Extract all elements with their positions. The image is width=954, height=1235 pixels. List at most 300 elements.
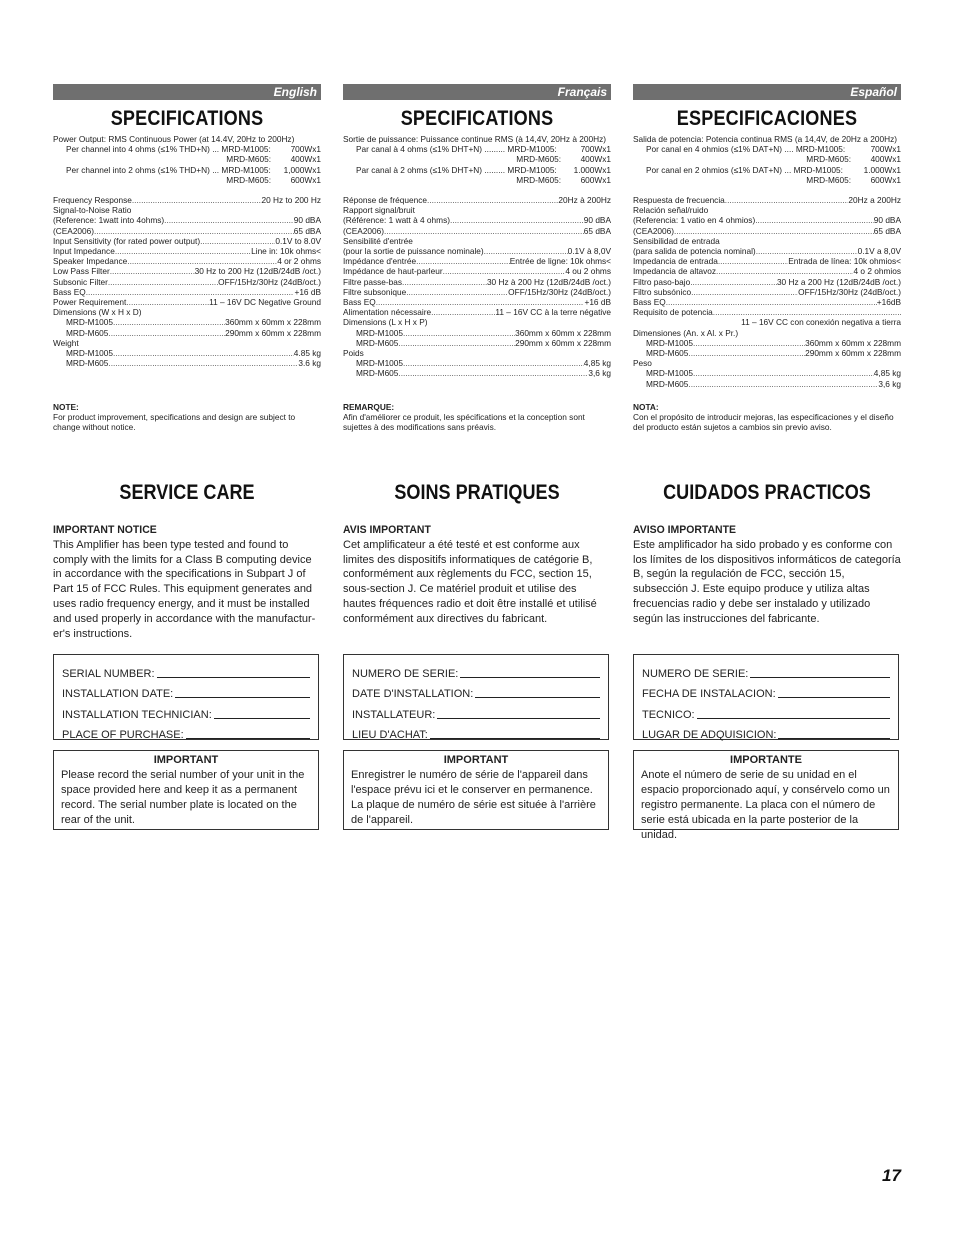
note-text: Con el propósito de introducir mejoras, las especificaciones y el diseño del producto están sujetos a cambios sin previo aviso. — [633, 412, 894, 432]
note-heading: REMARQUE: — [343, 402, 395, 412]
spec-label: (Referencia: 1 vatio en 4 ohmios) — [633, 215, 756, 226]
form-field-label: LIEU D'ACHAT: — [352, 729, 428, 741]
spec-row — [343, 297, 611, 307]
spec-label: Filtro paso-bajo — [633, 276, 691, 287]
spec-value: 600Wx1 — [290, 174, 321, 185]
specifications-title: SPECIFICATIONS — [110, 107, 264, 130]
form-field-label: NUMERO DE SERIE: — [352, 667, 459, 680]
form-field-input-line[interactable] — [750, 677, 890, 678]
spec-value: 65 dBA — [583, 225, 611, 236]
service-care-title: SERVICE CARE — [119, 481, 255, 504]
spec-value: 3,6 kg — [878, 378, 901, 389]
important-box — [633, 750, 899, 841]
important-notice — [343, 523, 611, 627]
form-field — [634, 680, 898, 701]
spec-row — [633, 307, 901, 317]
spec-value: 360mm x 60mm x 228mm — [225, 317, 321, 328]
spec-label: MRD-M605 — [356, 337, 399, 348]
spec-value: 0.1V to 8.0V — [275, 235, 321, 246]
spec-label: Par canal à 2 ohms (≤1% DHT+N) ......... MRD-M1005: — [356, 164, 557, 175]
spec-value: 4 or 2 ohms — [277, 256, 321, 267]
leader-dots — [725, 195, 849, 205]
note-text: For product improvement, specifications and design are subject to change without notice. — [53, 412, 296, 432]
spec-row — [633, 277, 901, 287]
spec-label: MRD-M605: — [226, 154, 271, 165]
leader-dots — [113, 348, 294, 358]
form-field-label: DATE D'INSTALLATION: — [352, 688, 474, 700]
form-field-input-line[interactable] — [214, 718, 310, 719]
leader-dots — [755, 215, 874, 225]
leader-dots — [443, 266, 566, 276]
leader-dots — [693, 338, 805, 348]
spec-row — [633, 287, 901, 297]
spec-row — [343, 338, 611, 348]
spec-value: OFF/15Hz/30Hz (24dB/oct.) — [508, 286, 611, 297]
leader-dots — [416, 256, 510, 266]
form-field — [634, 721, 898, 742]
leader-dots — [674, 226, 874, 236]
leader-dots — [406, 287, 508, 297]
spec-label: Low Pass Filter — [53, 266, 110, 277]
spec-value: 30 Hz a 200 Hz (12dB/24dB /oct.) — [776, 276, 901, 287]
spec-line: Dimensions (W x H x D) — [53, 307, 142, 318]
spec-value: 290mm x 60mm x 228mm — [225, 327, 321, 338]
spec-row — [53, 266, 321, 276]
spec-label: Par canal à 4 ohms (≤1% DHT+N) ......... MRD-M1005: — [356, 144, 557, 155]
spec-value: 3,6 kg — [588, 368, 611, 379]
leader-dots — [398, 368, 588, 378]
spec-line: Dimensiones (An. x Al. x Pr.) — [633, 327, 739, 338]
spec-value: 30 Hz à 200 Hz (12dB/24dB /oct.) — [486, 276, 611, 287]
important-box — [53, 750, 319, 830]
leader-dots — [693, 368, 874, 378]
specifications-title: ESPECIFICACIONES — [676, 107, 858, 130]
spec-label: MRD-M605 — [646, 378, 689, 389]
important-box — [343, 750, 609, 830]
spec-row — [633, 266, 901, 276]
spec-value: 0.1V à 8,0V — [567, 246, 611, 257]
spec-label: Bass EQ — [53, 286, 86, 297]
spec-label: Subsonic Filter — [53, 276, 108, 287]
spec-value: 3.6 kg — [298, 358, 321, 369]
spec-row — [343, 154, 611, 164]
spec-value: 4,85 kg — [873, 368, 901, 379]
form-field-label: FECHA DE INSTALACION: — [642, 688, 776, 700]
spec-label: Speaker Impedance — [53, 256, 128, 267]
spec-label: MRD-M605: — [516, 174, 561, 185]
leader-dots — [688, 348, 805, 358]
spec-value: 400Wx1 — [290, 154, 321, 165]
spec-row — [53, 154, 321, 164]
spec-label: MRD-M1005 — [646, 337, 694, 348]
spec-column-0 — [53, 84, 321, 432]
spec-row — [633, 195, 901, 205]
spec-label: Filtre subsonique — [343, 286, 407, 297]
spec-value: 1,000Wx1 — [283, 164, 321, 175]
leader-dots — [132, 195, 262, 205]
spec-value: 600Wx1 — [870, 174, 901, 185]
form-field — [54, 721, 318, 742]
spec-value: 65 dBA — [293, 225, 321, 236]
spec-row — [343, 215, 611, 225]
form-field-label: INSTALLATION DATE: — [62, 688, 174, 700]
leader-dots — [127, 256, 277, 266]
spec-value: +16dB — [876, 297, 901, 308]
leader-dots — [688, 379, 878, 389]
spec-label: MRD-M605: — [226, 174, 271, 185]
form-field-label: PLACE OF PURCHASE: — [62, 729, 184, 741]
spec-row — [343, 175, 611, 185]
leader-dots — [200, 236, 275, 246]
spec-label: MRD-M605: — [806, 154, 851, 165]
spec-value: 700Wx1 — [870, 144, 901, 155]
spec-label: Power Requirement — [53, 297, 127, 308]
spec-label: (Reference: 1watt into 4ohms) — [53, 215, 165, 226]
gap — [845, 144, 870, 154]
form-field-label: INSTALLATION TECHNICIAN: — [62, 708, 212, 721]
form-field-input-line[interactable] — [437, 718, 600, 719]
spec-line: Sensibilidad de entrada — [633, 235, 720, 246]
spec-label: Por canal en 2 ohmios (≤1% DAT+N) ... MRD-M1005: — [646, 164, 843, 175]
spec-row — [633, 175, 901, 185]
notice-heading: IMPORTANT NOTICE — [53, 524, 157, 536]
leader-dots — [403, 358, 584, 368]
spec-list — [633, 134, 901, 389]
spec-label: Filtre passe-bas — [343, 276, 403, 287]
form-field-label: INSTALLATEUR: — [352, 708, 436, 721]
form-field-input-line[interactable] — [697, 718, 890, 719]
leader-dots — [108, 277, 218, 287]
spec-label: (CEA2006) — [633, 225, 675, 236]
form-field — [54, 680, 318, 701]
spec-value: 90 dBA — [873, 215, 901, 226]
spec-value: Entrée de ligne: 10k ohms< — [509, 256, 611, 267]
important-text: Please record the serial number of your unit in the space provided here and keep it as a permanent record. The serial number plate is located on the rear of the unit. — [61, 769, 305, 826]
registration-form — [343, 654, 609, 740]
spec-row — [633, 165, 901, 175]
registration-form — [53, 654, 319, 740]
form-field-input-line[interactable] — [475, 697, 600, 698]
spec-label: MRD-M605 — [66, 358, 109, 369]
form-field-label: LUGAR DE ADQUISICION: — [642, 729, 777, 741]
important-text: Anote el número de serie de su unidad en el espacio proporcionado aquí, y consérvelo como un registro permanente. La placa con el número de serie está ubicada en la parte posterior de la unidad. — [641, 769, 890, 841]
spec-label: MRD-M605: — [516, 154, 561, 165]
spec-row — [53, 236, 321, 246]
form-field — [54, 659, 318, 680]
spec-column-1 — [343, 84, 611, 432]
spec-value: Line in: 10k ohms< — [251, 246, 321, 257]
spec-row — [633, 338, 901, 348]
form-field-input-line[interactable] — [778, 697, 890, 698]
form-field — [634, 700, 898, 721]
form-field-input-line[interactable] — [157, 677, 310, 678]
spec-row — [343, 358, 611, 368]
note-text: Afin d'améliorer ce produit, les spécifications et la conception sont sujettes à des modifications sans préavis. — [343, 412, 585, 432]
spec-row — [633, 368, 901, 378]
leader-dots — [108, 328, 225, 338]
leader-dots — [126, 297, 209, 307]
note-heading: NOTE: — [53, 402, 79, 412]
page-number: 17 — [882, 1166, 901, 1185]
important-text: Enregistrer le numéro de série de l'appareil dans l'espace prévu ici et le conserver en permanence. La plaque de numéro de série est située à l'arrière de l'appareil. — [351, 769, 596, 826]
spec-value: 360mm x 60mm x 228mm — [515, 327, 611, 338]
spec-row — [633, 144, 901, 154]
spec-label: Requisito de potencia — [633, 307, 713, 318]
spec-label: (pour la sortie de puissance nominale) — [343, 246, 484, 257]
language-tag: English — [53, 84, 321, 100]
spec-line: Weight — [53, 337, 79, 348]
spec-value: 290mm x 60mm x 228mm — [515, 337, 611, 348]
form-field-input-line[interactable] — [430, 738, 600, 739]
spec-value: 700Wx1 — [290, 144, 321, 155]
spec-row — [343, 266, 611, 276]
service-care-title: CUIDADOS PRACTICOS — [663, 481, 871, 504]
spec-value: 11 – 16V DC Negative Ground — [209, 297, 321, 308]
important-notice — [53, 523, 321, 641]
spec-row — [343, 277, 611, 287]
spec-row — [53, 215, 321, 225]
form-field — [344, 721, 608, 742]
spec-row — [633, 379, 901, 389]
important-notice — [633, 523, 901, 627]
registration-form — [633, 654, 899, 740]
notice-text: Este amplificador ha sido probado y es conforme con los límites de los dispositivos informáticos de categoría B, según la regulación de FCC, sección 15, subsección J. Este equipo produce y utiliza altas frecuencias radio y debe ser instalado y utilizado según las instrucciones del fabricante. — [633, 538, 901, 625]
spec-line: Power Output: RMS Continuous Power (at 14.4V, 20Hz to 200Hz) — [53, 134, 295, 144]
spec-label: Impedancia de entrada — [633, 256, 718, 267]
spec-value: 4.85 kg — [293, 348, 321, 359]
spec-label: MRD-M1005 — [356, 358, 404, 369]
form-field — [344, 659, 608, 680]
spec-value: OFF/15Hz/30Hz (24dB/oct.) — [798, 286, 901, 297]
spec-label: MRD-M605: — [806, 174, 851, 185]
spec-row — [53, 195, 321, 205]
spec-row — [53, 256, 321, 266]
leader-dots — [718, 256, 788, 266]
spec-label: Por canal en 4 ohmios (≤1% DAT+N) .... MRD-M1005: — [646, 144, 846, 155]
leader-dots — [427, 195, 558, 205]
notice-text: This Amplifier has been type tested and found to comply with the limits for a Class B computing device in accordance with the specifications in Subpart J of Part 15 of FCC Rules. This equipment generates and uses radio frequency energy, and it must be installed and used properly in accordance with the manufactur-er's instructions. — [53, 538, 316, 640]
spec-line: Relación señal/ruido — [633, 205, 709, 216]
spec-value: 4,85 kg — [583, 358, 611, 369]
leader-dots — [398, 338, 515, 348]
spec-row — [343, 287, 611, 297]
spec-label: Input Impedance — [53, 246, 115, 257]
spec-label: Frequency Response — [53, 195, 132, 206]
leader-dots — [756, 246, 858, 256]
gap — [843, 165, 864, 175]
leader-dots — [86, 287, 295, 297]
spec-row — [633, 297, 901, 307]
form-field-label: NUMERO DE SERIE: — [642, 667, 749, 680]
spec-column-2 — [633, 84, 901, 432]
spec-value: 600Wx1 — [580, 174, 611, 185]
spec-value: 1.000Wx1 — [573, 164, 611, 175]
spec-label: MRD-M605 — [356, 368, 399, 379]
spec-row — [633, 154, 901, 164]
spec-value: 4 o 2 ohmios — [853, 266, 901, 277]
service-care-title: SOINS PRATIQUES — [394, 481, 560, 504]
leader-dots — [484, 246, 568, 256]
form-field-input-line[interactable] — [186, 738, 310, 739]
spec-value: 1.000Wx1 — [863, 164, 901, 175]
spec-row — [633, 246, 901, 256]
leader-dots — [690, 277, 777, 287]
leader-dots — [108, 358, 298, 368]
leader-dots — [716, 266, 853, 276]
spec-row — [343, 165, 611, 175]
leader-dots — [94, 226, 294, 236]
spec-line: Dimensions (L x H x P) — [343, 317, 428, 328]
spec-value: 290mm x 60mm x 228mm — [805, 348, 901, 359]
note-heading: NOTA: — [633, 402, 659, 412]
spec-row — [53, 226, 321, 236]
spec-row — [53, 144, 321, 154]
spec-row — [53, 297, 321, 307]
form-field — [344, 680, 608, 701]
spec-row — [343, 307, 611, 317]
gap — [557, 144, 581, 154]
spec-value: 30 Hz to 200 Hz (12dB/24dB /oct.) — [194, 266, 321, 277]
spec-row — [53, 317, 321, 327]
spec-value: 400Wx1 — [870, 154, 901, 165]
spec-row — [53, 246, 321, 256]
spec-row — [53, 165, 321, 175]
leader-dots — [384, 226, 584, 236]
language-tag: Français — [343, 84, 611, 100]
leader-dots — [713, 307, 901, 317]
spec-row — [343, 226, 611, 236]
leader-dots — [164, 215, 294, 225]
spec-row — [343, 368, 611, 378]
spec-row — [343, 246, 611, 256]
leader-dots — [113, 317, 225, 327]
spec-value: 360mm x 60mm x 228mm — [805, 337, 901, 348]
spec-value: 90 dBA — [293, 215, 321, 226]
spec-value: +16 dB — [294, 286, 321, 297]
spec-row — [343, 144, 611, 154]
important-heading: IMPORTANT — [153, 754, 219, 766]
leader-dots — [115, 246, 251, 256]
spec-row — [53, 358, 321, 368]
spec-label: Respuesta de frecuencia — [633, 195, 725, 206]
spec-line: Peso — [633, 358, 652, 369]
leader-dots — [376, 297, 585, 307]
spec-label: (CEA2006) — [343, 225, 385, 236]
spec-label: MRD-M1005 — [66, 348, 114, 359]
spec-value: 4 ou 2 ohms — [565, 266, 611, 277]
spec-row — [343, 256, 611, 266]
form-field-input-line[interactable] — [175, 697, 310, 698]
spec-row — [343, 195, 611, 205]
spec-value: 11 – 16V CC à la terre négative — [495, 307, 611, 318]
spec-row — [343, 328, 611, 338]
gap — [557, 165, 574, 175]
spec-value: 20 Hz to 200 Hz — [261, 195, 321, 206]
spec-value: 20Hz à 200Hz — [558, 195, 611, 206]
spec-value: +16 dB — [584, 297, 611, 308]
important-heading: IMPORTANT — [443, 754, 509, 766]
spec-label: Réponse de fréquence — [343, 195, 427, 206]
leader-dots — [691, 287, 798, 297]
language-tag: Español — [633, 84, 901, 100]
spec-row — [53, 277, 321, 287]
spec-value: Entrada de línea: 10k ohmios< — [788, 256, 901, 267]
spec-label: MRD-M605 — [646, 348, 689, 359]
gap — [271, 144, 291, 154]
spec-label: MRD-M1005 — [356, 327, 404, 338]
spec-list — [343, 134, 611, 379]
spec-label: Impedancia de altavoz — [633, 266, 717, 277]
notice-text: Cet amplificateur a été testé et est conforme aux limites des dispositifs informatiques de catégorie B, conformément aux règlements du FCC, section 15, sous-section J. Ce matériel produit et utilise des hautes fréquences radio et doit être installé et utilisé conformément aux directives du fabricant. — [343, 538, 597, 625]
spec-line: Sensibilité d'entrée — [343, 235, 413, 246]
spec-label: Filtro subsónico — [633, 286, 692, 297]
notice-heading: AVISO IMPORTANTE — [633, 524, 736, 536]
spec-line: Signal-to-Noise Ratio — [53, 205, 132, 216]
spec-value: 11 – 16V CC con conexión negativa a tierra — [741, 317, 901, 328]
gap — [271, 165, 284, 175]
leader-dots — [431, 307, 495, 317]
spec-row — [633, 215, 901, 225]
spec-row — [633, 348, 901, 358]
spec-value: 700Wx1 — [580, 144, 611, 155]
spec-label: Impédance de haut-parleur — [343, 266, 443, 277]
spec-label: Impédance d'entrée — [343, 256, 417, 267]
spec-label: Per channel into 4 ohms (≤1% THD+N) ... MRD-M1005: — [66, 144, 271, 155]
spec-value: 90 dBA — [583, 215, 611, 226]
form-field — [634, 659, 898, 680]
spec-line: Sortie de puissance: Puissance continue RMS (à 14,4V, 20Hz à 200Hz) — [343, 134, 607, 144]
spec-line: Salida de potencia: Potencia continua RMS (a 14,4V, de 20Hz a 200Hz) — [633, 134, 897, 144]
spec-value: 20Hz a 200Hz — [848, 195, 901, 206]
form-field — [54, 700, 318, 721]
leader-dots — [403, 328, 515, 338]
leader-dots — [402, 277, 487, 287]
spec-row — [53, 328, 321, 338]
spec-value: OFF/15Hz/30Hz (24dB/oct.) — [218, 276, 321, 287]
spec-value: 65 dBA — [873, 225, 901, 236]
form-field-input-line[interactable] — [460, 677, 600, 678]
leader-dots — [110, 266, 195, 276]
spec-label: Bass EQ — [633, 297, 666, 308]
spec-label: (para salida de potencia nominal) — [633, 246, 756, 257]
spec-label: (Référence: 1 watt à 4 ohms) — [343, 215, 450, 226]
spec-value: 400Wx1 — [580, 154, 611, 165]
notice-heading: AVIS IMPORTANT — [343, 524, 431, 536]
spec-label: Input Sensitivity (for rated power output) — [53, 235, 201, 246]
spec-line: Poids — [343, 348, 364, 359]
spec-row — [633, 226, 901, 236]
specifications-title: SPECIFICATIONS — [400, 107, 554, 130]
form-field-input-line[interactable] — [778, 738, 890, 739]
form-field-label: TECNICO: — [642, 708, 695, 721]
spec-label: MRD-M1005 — [66, 317, 114, 328]
leader-dots — [666, 297, 877, 307]
spec-label: Per channel into 2 ohms (≤1% THD+N) ... MRD-M1005: — [66, 164, 271, 175]
spec-line: Rapport signal/bruit — [343, 205, 415, 216]
form-field-label: SERIAL NUMBER: — [62, 667, 155, 680]
spec-list — [53, 134, 321, 374]
spec-row — [53, 348, 321, 358]
spec-row — [53, 175, 321, 185]
spec-label: Bass EQ — [343, 297, 376, 308]
spec-label: (CEA2006) — [53, 225, 95, 236]
spec-label: MRD-M1005 — [646, 368, 694, 379]
important-heading: IMPORTANTE — [730, 754, 802, 766]
form-field — [344, 700, 608, 721]
spec-row — [53, 287, 321, 297]
spec-row — [633, 256, 901, 266]
leader-dots — [450, 215, 584, 225]
